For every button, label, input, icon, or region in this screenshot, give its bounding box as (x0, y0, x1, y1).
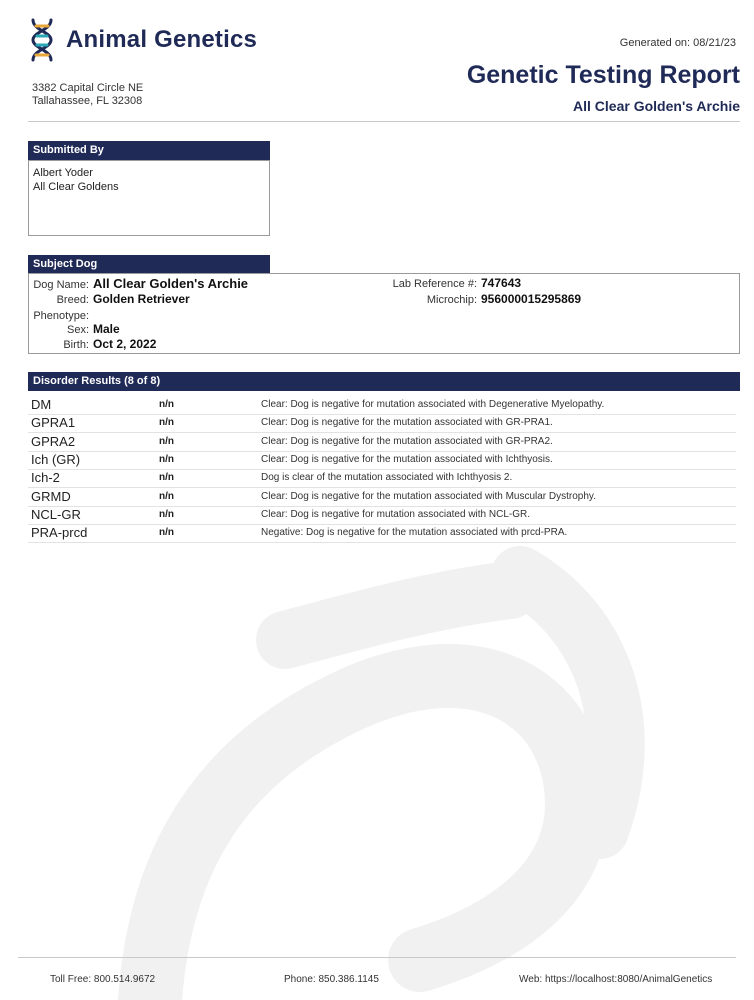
breed-value: Golden Retriever (93, 292, 190, 306)
result-description: Clear: Dog is negative for mutation associated with NCL-GR. (261, 508, 531, 520)
submitted-by-box (28, 160, 270, 236)
genotype-value: n/n (159, 472, 174, 484)
lab-reference-label: Lab Reference #: (392, 278, 477, 290)
disorder-name: GRMD (31, 488, 71, 504)
dog-name-row (33, 276, 248, 291)
result-description: Clear: Dog is negative for mutation associated with Degenerative Myelopathy. (261, 399, 605, 410)
birth-value: Oct 2, 2022 (93, 337, 157, 351)
table-row (28, 469, 736, 488)
table-row (28, 451, 736, 470)
footer-web: Web: https://localhost:8080/AnimalGenetics (519, 974, 713, 985)
submitter-name: Albert Yoder (33, 167, 93, 179)
microchip-value: 956000015295869 (481, 292, 582, 306)
address-line-1: 3382 Capital Circle NE (32, 82, 144, 94)
company-address (32, 82, 143, 108)
table-row (28, 524, 736, 543)
microchip-row (369, 292, 581, 306)
genotype-value: n/n (159, 490, 174, 502)
genotype-value: n/n (159, 453, 174, 465)
genotype-value: n/n (159, 399, 174, 410)
header-divider (28, 121, 740, 122)
dog-name-value: All Clear Golden's Archie (93, 276, 249, 291)
submitted-by-heading: Submitted By (28, 141, 270, 160)
table-row (28, 488, 736, 507)
disorder-name: GPRA2 (31, 433, 76, 449)
result-description: Negative: Dog is negative for the mutation associated with prcd-PRA. (261, 527, 568, 539)
disorder-name: DM (31, 397, 52, 412)
sex-row (33, 322, 120, 336)
subject-dog-heading: Subject Dog (28, 255, 270, 274)
disorder-name: PRA-prcd (31, 525, 88, 541)
result-description: Dog is clear of the mutation associated with Ichthyosis 2. (261, 472, 513, 484)
birth-row (33, 337, 156, 351)
disorder-name: Ich-2 (31, 470, 60, 486)
report-title: Genetic Testing Report (466, 61, 740, 89)
microchip-label: Microchip: (426, 294, 477, 306)
table-row (28, 506, 736, 525)
lab-reference-value: 747643 (481, 276, 522, 290)
result-description: Clear: Dog is negative for the mutation associated with Muscular Dystrophy. (261, 490, 596, 502)
sex-value: Male (93, 322, 120, 336)
breed-label: Breed: (56, 294, 89, 306)
footer-divider (18, 957, 736, 958)
generated-date: Generated on: 08/21/23 (619, 37, 736, 49)
result-description: Clear: Dog is negative for the mutation associated with GR-PRA2. (261, 435, 553, 447)
sex-label: Sex: (66, 324, 89, 336)
genotype-value: n/n (159, 417, 174, 429)
disorder-name: Ich (GR) (31, 451, 81, 467)
subject-dog-box (28, 273, 740, 354)
disorder-name: NCL-GR (31, 506, 81, 522)
genotype-value: n/n (159, 527, 174, 539)
lab-reference-row (369, 276, 521, 290)
address-line-2: Tallahassee, FL 32308 (32, 95, 143, 107)
breed-row (33, 292, 190, 306)
genotype-value: n/n (159, 508, 174, 520)
table-row (28, 433, 736, 452)
result-description: Clear: Dog is negative for the mutation associated with Ichthyosis. (261, 453, 553, 465)
brand-logo (28, 16, 257, 64)
phenotype-label: Phenotype: (33, 310, 89, 322)
birth-label: Birth: (63, 339, 89, 351)
table-row (28, 396, 736, 415)
footer-toll-free: Toll Free: 800.514.9672 (50, 974, 156, 985)
result-description: Clear: Dog is negative for the mutation associated with GR-PRA1. (261, 417, 553, 429)
disorder-results-heading: Disorder Results (8 of 8) (28, 372, 740, 391)
submitter-organization: All Clear Goldens (33, 181, 119, 193)
brand-name: Animal Genetics (66, 26, 258, 53)
footer-phone: Phone: 850.386.1145 (284, 974, 379, 985)
genotype-value: n/n (159, 435, 174, 447)
dog-name-label: Dog Name: (33, 279, 89, 291)
dna-helix-icon (28, 16, 56, 64)
phenotype-row (33, 308, 93, 322)
table-row (28, 414, 736, 433)
report-subtitle: All Clear Golden's Archie (573, 98, 740, 114)
disorder-name: GPRA1 (31, 415, 76, 431)
